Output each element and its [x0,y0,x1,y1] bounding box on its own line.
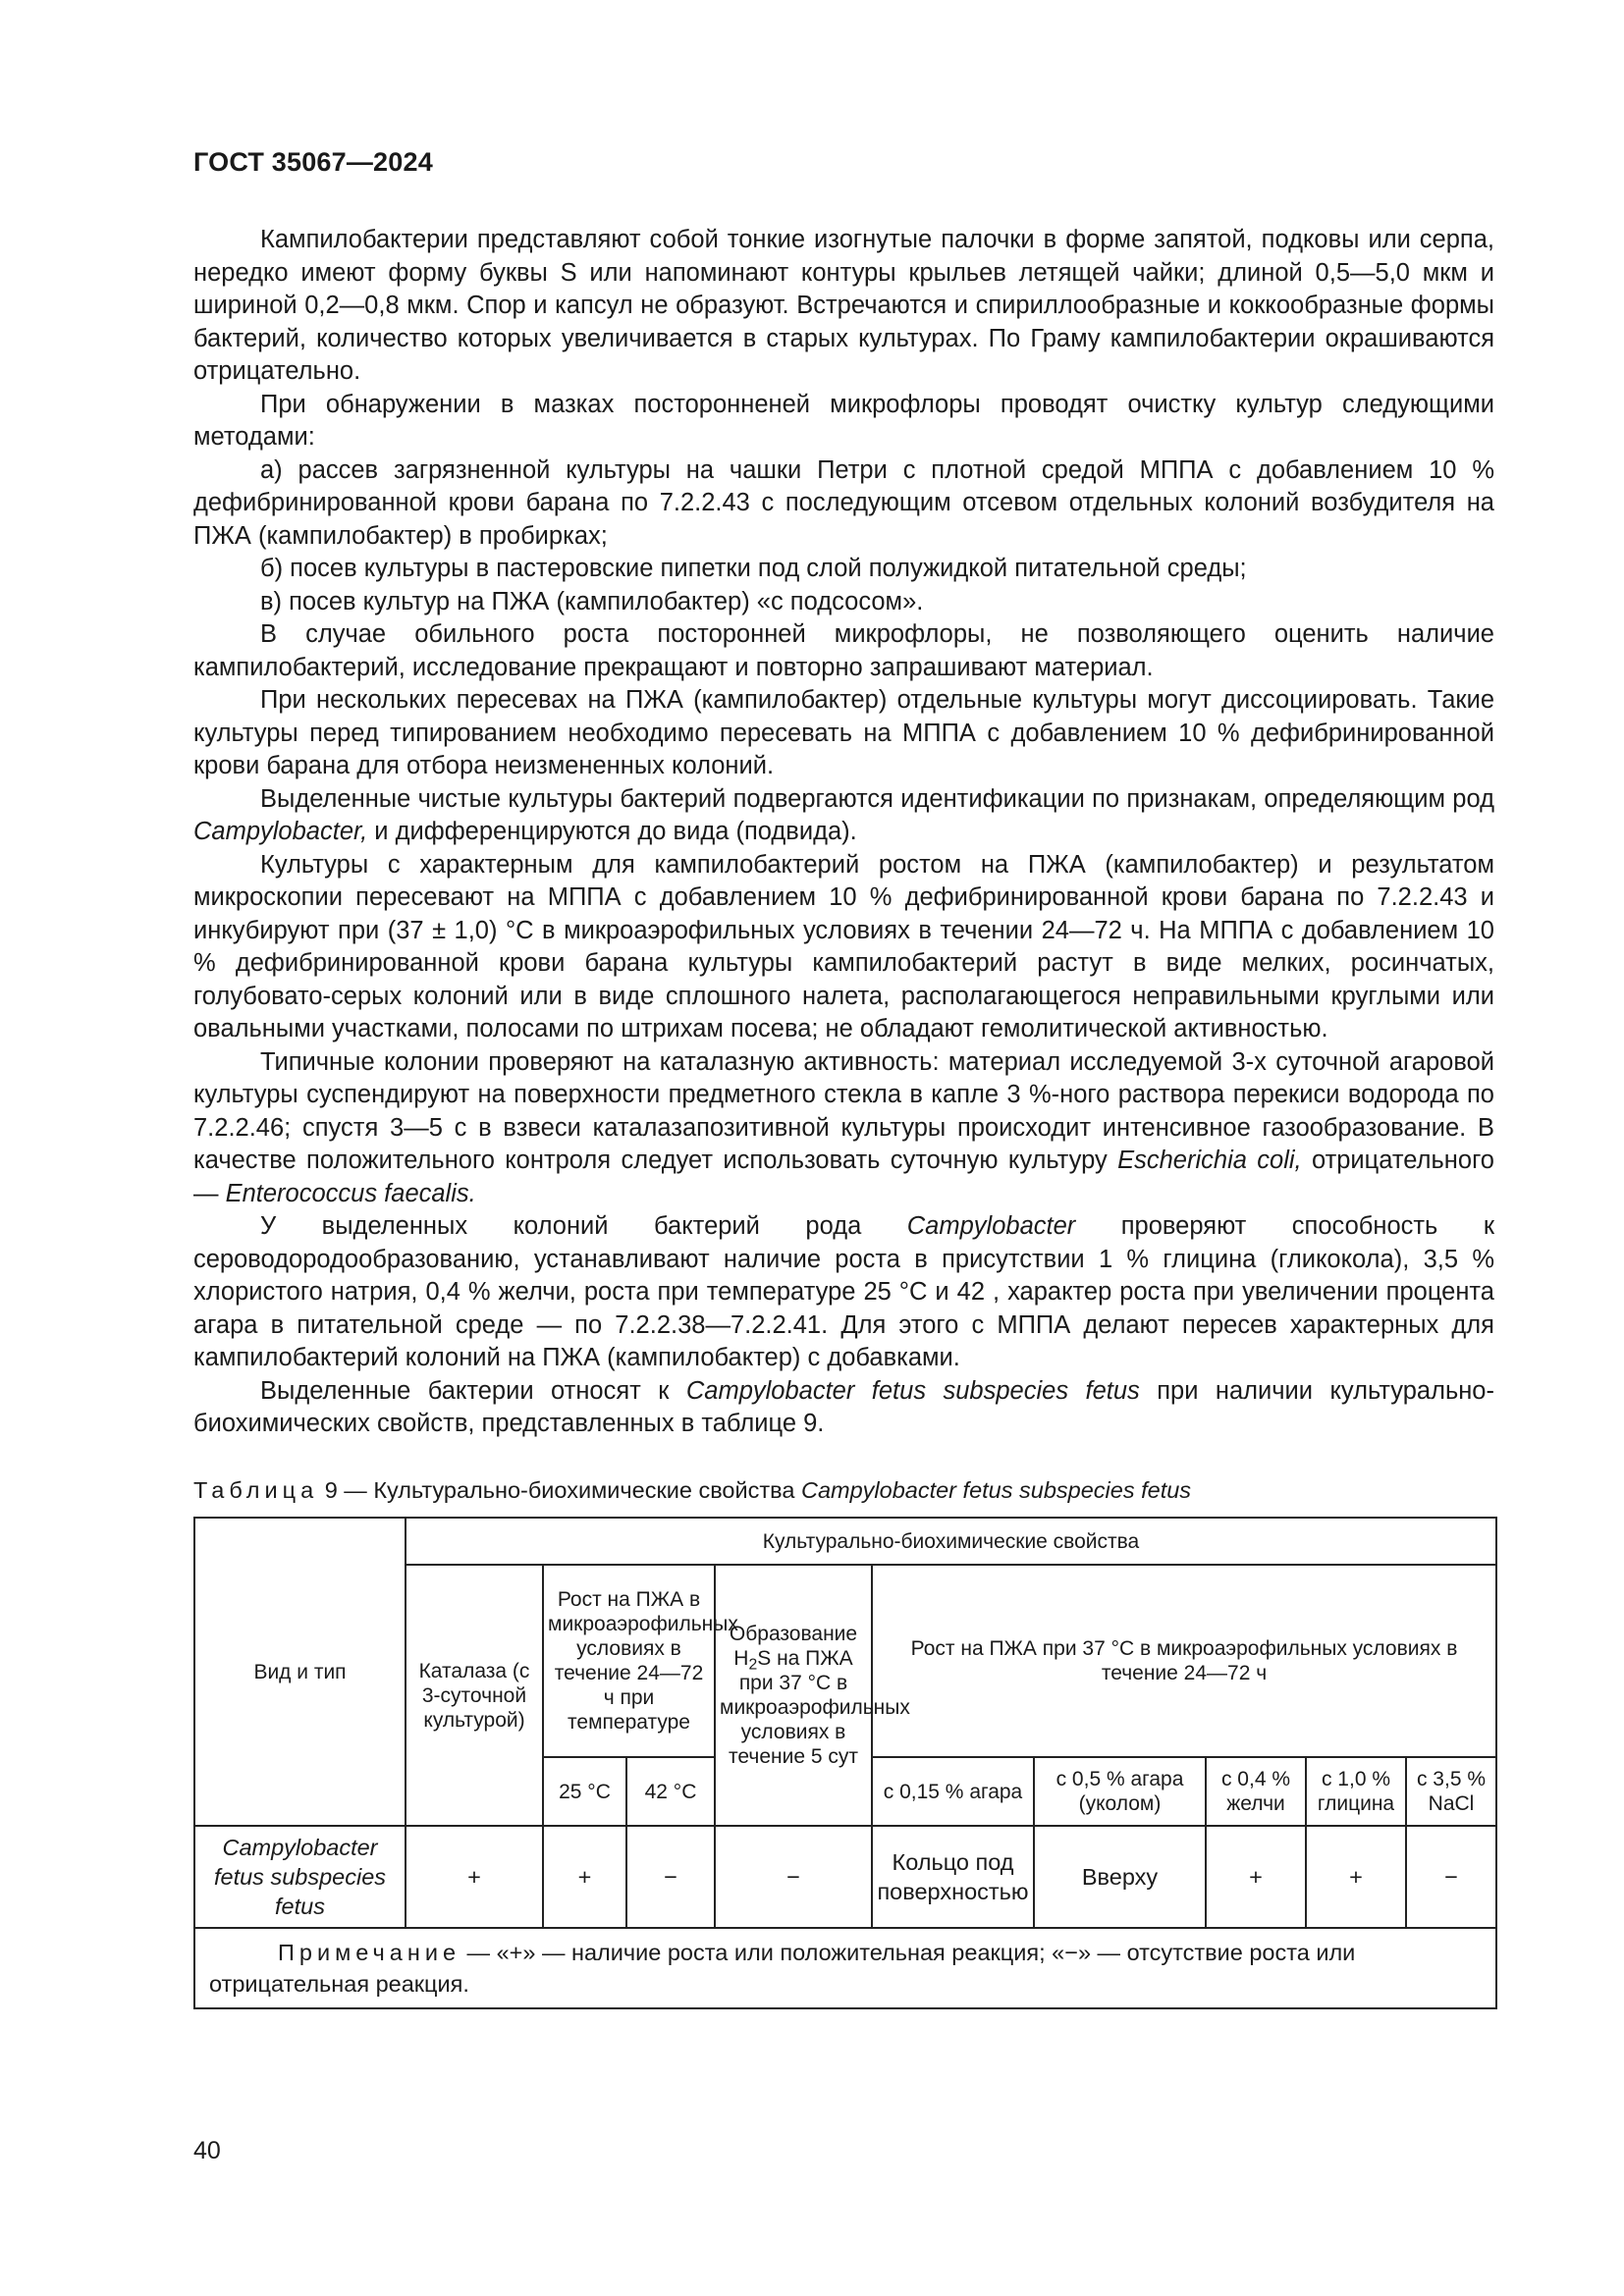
paragraph: В случае обильного роста посторонней микрофлоры, не позволяющего оценить наличие кампилобактерий, исследование прекращают и повторно запрашивают материал. [193,620,1494,681]
note-label: Примечание [278,1940,461,1965]
paragraph [193,783,1494,849]
caption-species: Campylobacter fetus subspecies fetus [800,1477,1192,1503]
col-header-growth-37: Рост на ПЖА при 37 °С в микроаэрофильных условиях в течение 24—72 ч [872,1565,1496,1757]
text-run: Типичные колонии проверяют на каталазную активность: материал исследуемой 3-х суточной агаровой культуры суспендируют на поверхности предметного стекла в капле 3 %-ного раствора перекиси водорода по 7.2.2.46; спустя 3—5 с в взвеси каталазапозитивной культуры происходит интенсивное газообразование. В качестве положительного контроля следует использовать суточную культуру [193,1047,1494,1174]
cell-25: + [543,1826,626,1928]
col-header-type: Вид и тип [194,1518,406,1826]
table-note [194,1928,1496,2008]
cell-agar-05: Вверху [1034,1826,1206,1928]
cell-bile: + [1206,1826,1306,1928]
col-header-h2s [715,1565,910,1826]
col-header-glycine: с 1,0 % глицина [1306,1757,1406,1826]
text-run: отрицательного — [193,1147,1494,1207]
col-header-catalase: Каталаза (с 3-суточной культурой) [406,1565,543,1826]
page-number: 40 [193,2137,221,2164]
text-run: при наличии культурально-биохимических свойств, представленных в таблице 9. [193,1376,1494,1437]
row-species: Campylobacter fetus subspecies fetus [194,1826,406,1928]
cell-glycine: + [1306,1826,1406,1928]
cell-agar-015: Кольцо под поверхностью [872,1826,1034,1928]
text-run: Выделенные бактерии относят к [260,1376,686,1405]
paragraph [193,1210,1494,1375]
paragraph [193,1375,1494,1441]
italic-species: Campylobacter [906,1212,1076,1240]
h2s-text: S на ПЖА при 37 °С в микроаэрофильных условиях в течение 5 сут [720,1647,910,1768]
paragraph: При обнаружении в мазках посторонненей микрофлоры проводят очистку культур следующими методами: [193,390,1494,451]
italic-species: Campylobacter fetus subspecies fetus [685,1376,1140,1405]
paragraph: Кампилобактерии представляют собой тонкие изогнутые палочки в форме запятой, подковы или серпа, нередко имеют форму буквы S или напоминают контуры крыльев летящей чайки; длиной 0,5—5,0 мкм и шириной 0,2—0,8 мкм. Спор и капсул не образуют. Встречаются и спириллообразные и коккообразные формы бактерий, количество которых увеличивается в старых культурах. По Граму кампилобактерии окрашиваются отрицательно. [193,226,1494,385]
group-header: Культурально-биохимические свойства [406,1518,1496,1565]
paragraph: При нескольких пересевах на ПЖА (кампилобактер) отдельные культуры могут диссоциировать. Такие культуры перед типированием необходимо пересевать на МППА с добавлением 10 % дефибринированной крови барана для отбора неизмененных колоний. [193,686,1494,779]
properties-table [193,1517,1497,2009]
paragraph [193,1046,1494,1211]
body-text [193,224,1494,1441]
h2s-subscript: 2 [748,1656,758,1674]
col-header-growth-temp: Рост на ПЖА в микроаэрофильных условиях в течение 24—72 ч при температуре [543,1565,715,1757]
paragraph: Культуры с характерным для кампилобактерий ростом на ПЖА (кампилобактер) и результатом микроскопии пересевают на МППА с добавлением 10 % дефибринированной крови барана по 7.2.2.43 и инкубируют при (37 ± 1,0) °С в микроаэрофильных условиях в течении 24—72 ч. На МППА с добавлением 10 % дефибринированной крови барана культуры кампилобактерий растут в виде мелких, росинчатых, голубовато-серых колоний или в виде сплошного налета, располагающегося неправильными круглыми или овальными участками, полосами по штрихам посева; не обладают гемолитической активностью. [193,850,1494,1042]
h2s-text: Образование H [729,1623,858,1670]
cell-nacl: − [1406,1826,1496,1928]
italic-species: Escherichia coli, [1117,1147,1302,1174]
table-caption [193,1475,1499,1505]
cell-catalase: + [406,1826,543,1928]
col-header-42: 42 °С [626,1757,715,1826]
list-item: б) посев культуры в пастеровские пипетки под слой полужидкой питательной среды; [260,555,1247,582]
col-header-nacl: с 3,5 % NaCl [1406,1757,1496,1826]
caption-number: 9 — Культурально-биохимические свойства [324,1477,801,1503]
caption-label: Таблица [193,1477,319,1503]
col-header-agar-05: с 0,5 % агара (уколом) [1034,1757,1206,1826]
text-run: У выделенных колоний бактерий рода [260,1212,907,1240]
document-header: ГОСТ 35067—2024 [193,147,433,177]
col-header-bile: с 0,4 % желчи [1206,1757,1306,1826]
text-run: и дифференцируются до вида (подвида). [367,818,857,845]
cell-h2s: − [715,1826,872,1928]
text-run: Выделенные чистые культуры бактерий подвергаются идентификации по признакам, определяющим род [260,784,1494,813]
col-header-agar-015: с 0,15 % агара [872,1757,1034,1826]
list-item: в) посев культур на ПЖА (кампилобактер) «с подсосом». [260,587,924,615]
italic-species: Campylobacter, [193,818,368,845]
text-run: проверяют способность к сероводородообразованию, устанавливают наличие роста в присутствии 1 % глицина (гликокола), 3,5 % хлористого натрия, 0,4 % желчи, роста при температуре 25 °С и 42 , характер роста при увеличении процента агара в питательной среде — по 7.2.2.38—7.2.2.41. Для этого с МППА делают пересев характерных для кампилобактерий колоний на ПЖА (кампилобактер) с добавками. [193,1212,1494,1371]
cell-42: − [626,1826,715,1928]
list-item: а) рассев загрязненной культуры на чашки Петри с плотной средой МППА с добавлением 10 % дефибринированной крови барана по 7.2.2.43 с последующим отсевом отдельных колоний возбудителя на ПЖА (кампилобактер) в пробирках; [193,455,1494,550]
col-header-25: 25 °С [543,1757,626,1826]
note-text: — «+» — наличие роста или положительная реакция; «−» — отсутствие роста или отрицательная реакция. [209,1940,1356,1997]
italic-species: Enterococcus faecalis. [225,1179,476,1207]
